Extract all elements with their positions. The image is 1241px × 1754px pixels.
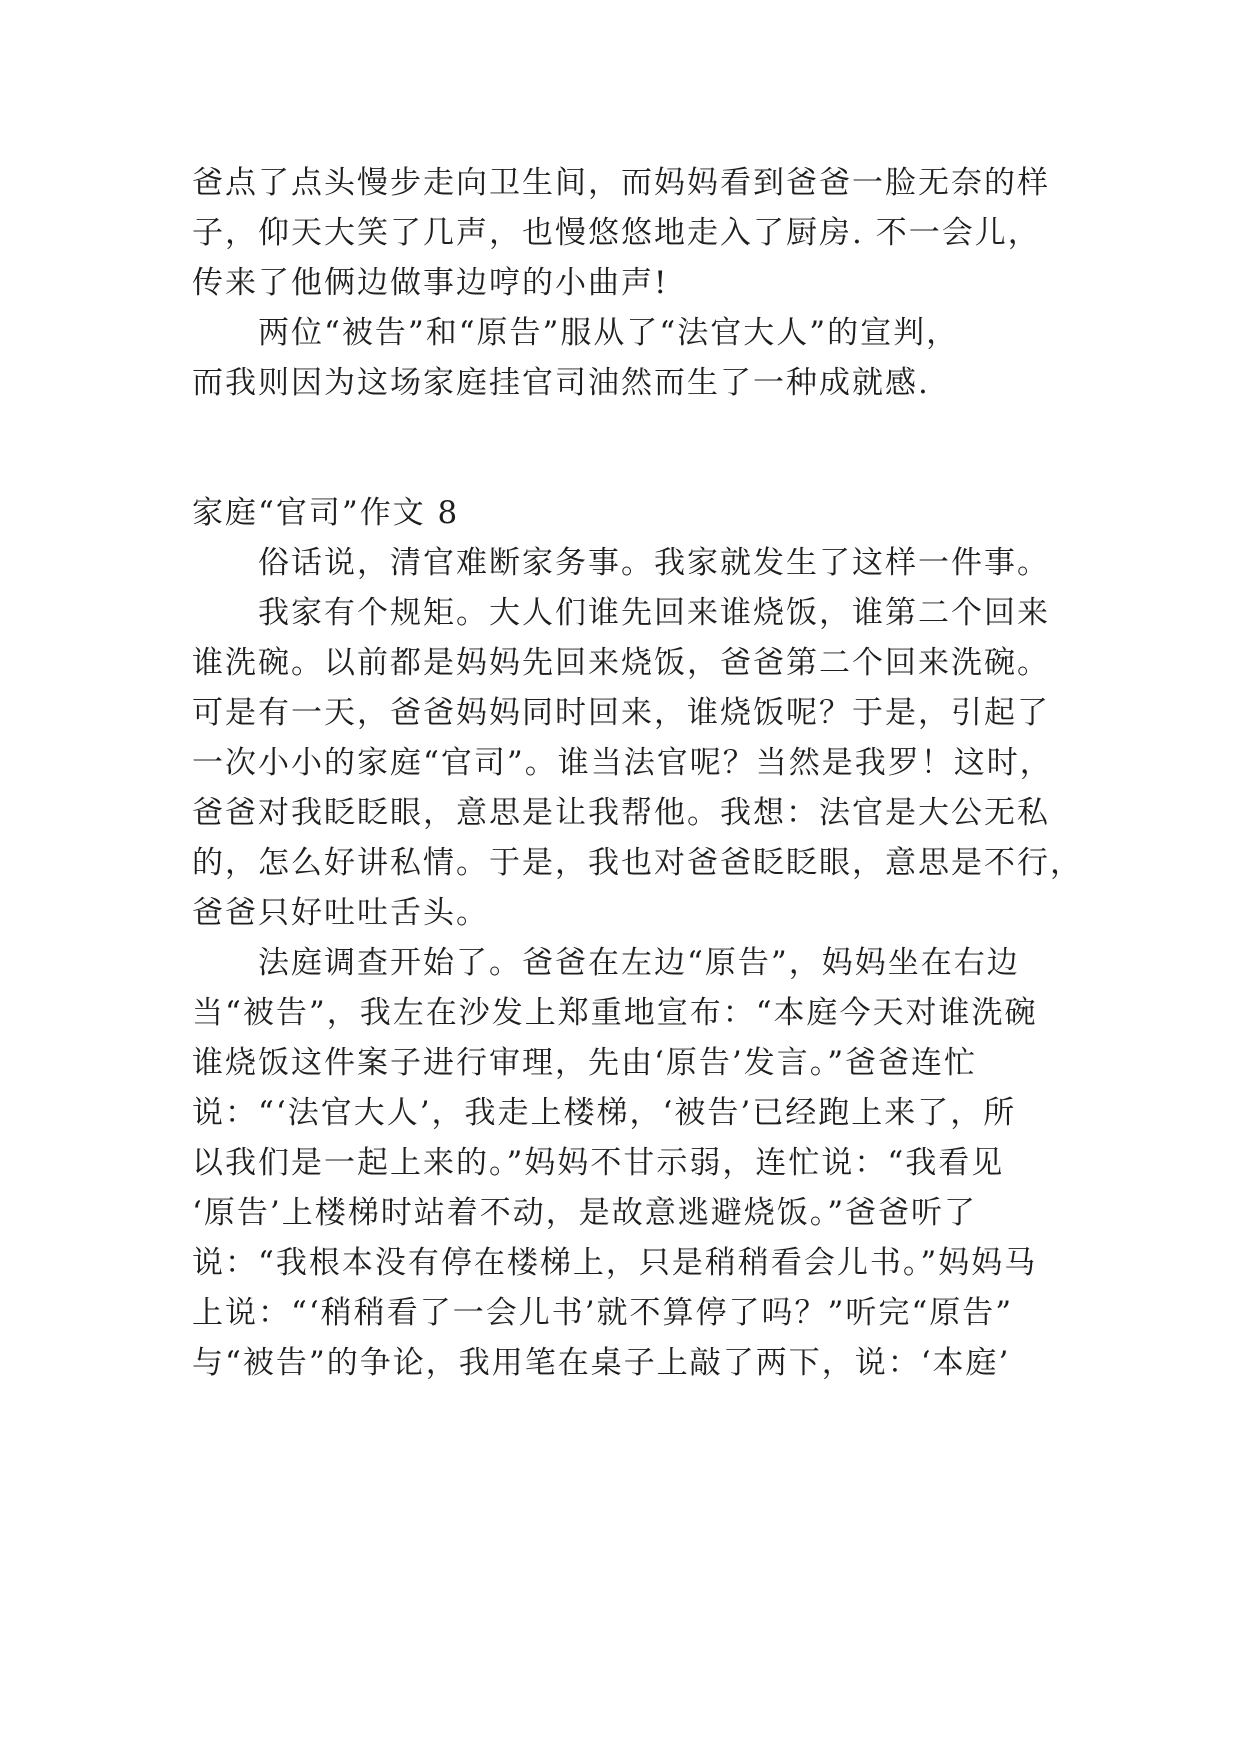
text-line: 谁烧饭这件案子进行审理，先由‘原告’发言。”爸爸连忙 <box>192 1045 978 1081</box>
document-body <box>192 158 1083 1388</box>
text-line: 爸爸只好吐吐舌头。 <box>192 895 489 931</box>
text-line: 可是有一天，爸爸妈妈同时回来，谁烧饭呢？于是，引起了 <box>192 695 1050 731</box>
text-line: 的，怎么好讲私情。于是，我也对爸爸眨眨眼，意思是不行， <box>192 845 1083 881</box>
text-line: 而我则因为这场家庭挂官司油然而生了一种成就感. <box>192 365 930 401</box>
text-line: 谁洗碗。以前都是妈妈先回来烧饭，爸爸第二个回来洗碗。 <box>192 645 1050 681</box>
text-line: ‘原告’上楼梯时站着不动，是故意逃避烧饭。”爸爸听了 <box>192 1195 978 1231</box>
text-line: 传来了他俩边做事边哼的小曲声! <box>192 265 669 301</box>
text-line: 爸点了点头慢步走向卫生间，而妈妈看到爸爸一脸无奈的样 <box>192 165 1050 201</box>
text-line: 说：“‘法官大人’，我走上楼梯，‘被告’已经跑上来了，所 <box>192 1095 1017 1131</box>
text-line: 法庭调查开始了。爸爸在左边“原告”，妈妈坐在右边 <box>192 945 1020 981</box>
text-line: 上说：“‘稍稍看了一会儿书’就不算停了吗？”听完“原告” <box>192 1295 1014 1331</box>
text-line: 两位“被告”和“原告”服从了“法官大人”的宣判， <box>192 315 960 351</box>
text-line: 子，仰天大笑了几声，也慢悠悠地走入了厨房. 不一会儿， <box>192 215 1041 251</box>
text-line: 与“被告”的争论，我用笔在桌子上敲了两下，说：‘本庭’ <box>192 1345 1011 1381</box>
text-line: 以我们是一起上来的。”妈妈不甘示弱，连忙说：“我看见 <box>192 1145 1005 1181</box>
text-line: 爸爸对我眨眨眼，意思是让我帮他。我想：法官是大公无私 <box>192 795 1050 831</box>
section-title: 家庭“官司”作文 8 <box>192 495 460 531</box>
text-line: 说：“我根本没有停在楼梯上，只是稍稍看会儿书。”妈妈马 <box>192 1245 1038 1281</box>
text-line: 一次小小的家庭“官司”。谁当法官呢？当然是我罗！这时， <box>192 745 1053 781</box>
text-line: 我家有个规矩。大人们谁先回来谁烧饭，谁第二个回来 <box>192 595 1050 631</box>
text-line: 当“被告”，我左在沙发上郑重地宣布：“本庭今天对谁洗碗 <box>192 995 1038 1031</box>
text-line: 俗话说，清官难断家务事。我家就发生了这样一件事。 <box>192 545 1050 581</box>
